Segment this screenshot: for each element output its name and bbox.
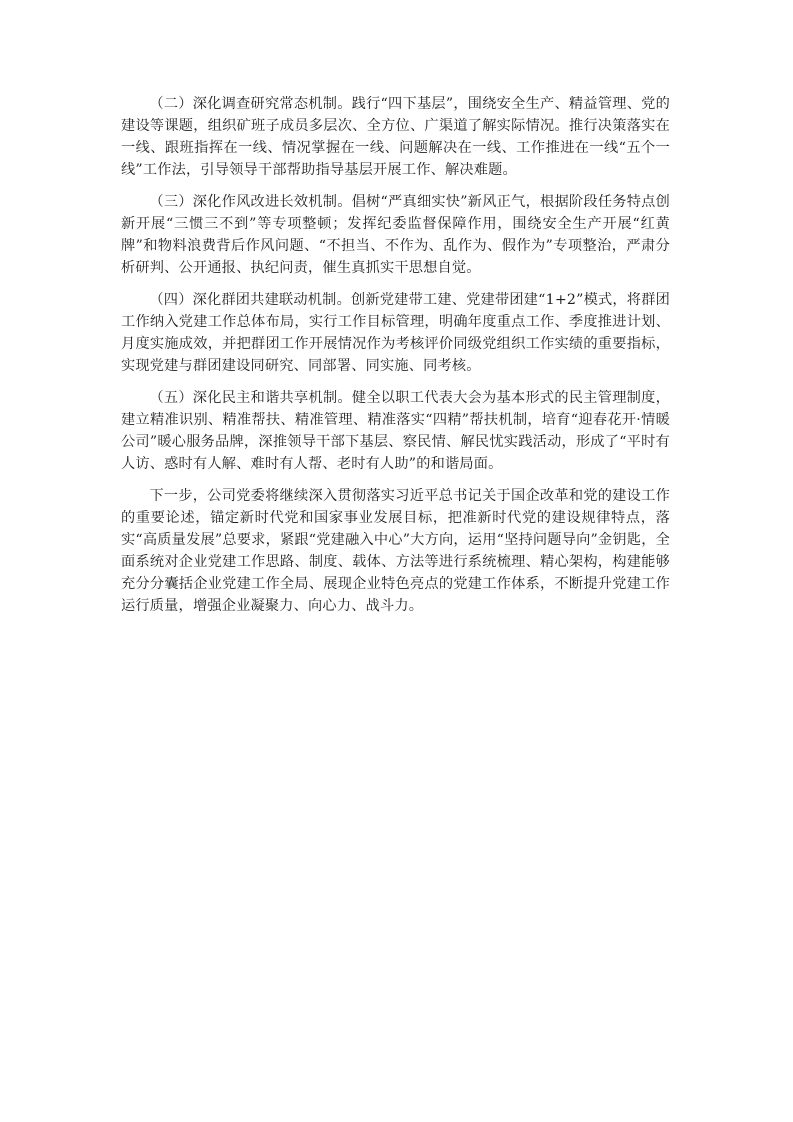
paragraph-mechanism-democracy: （五）深化民主和谐共享机制。健全以职工代表大会为基本形式的民主管理制度，建立精准识别、精准帮扶、精准管理、精准落实“四精”帮扶机制，培育“迎春花开·情暖公司”暖心服务品牌，深推领导干部下基层、察民情、解民忧实践活动，形成了“平时有人访、惑时有人解、难时有人帮、老时有人助”的和谐局面。: [121, 390, 670, 472]
paragraph-mechanism-research: （二）深化调查研究常态机制。践行“四下基层”，围绕安全生产、精益管理、党的建设等课题，组织矿班子成员多层次、全方位、广渠道了解实际情况。推行决策落实在一线、跟班指挥在一线、情况掌握在一线、问题解决在一线、工作推进在一线“五个一线”工作法，引导领导干部帮助指导基层开展工作、解决难题。: [121, 96, 670, 178]
paragraph-mechanism-mass-groups: （四）深化群团共建联动机制。创新党建带工建、党建带团建“1+2”模式，将群团工作纳入党建工作总体布局，实行工作目标管理，明确年度重点工作、季度推进计划、月度实施成效，并把群团工作开展情况作为考核评价同级党组织工作实绩的重要指标，实现党建与群团建设同研究、同部署、同实施、同考核。: [121, 292, 670, 374]
paragraph-mechanism-style: （三）深化作风改进长效机制。倡树“严真细实快”新风正气，根据阶段任务特点创新开展“三惯三不到”等专项整顿；发挥纪委监督保障作用，围绕安全生产开展“红黄牌”和物料浪费背后作风问题、“不担当、不作为、乱作为、假作为”专项整治，严肃分析研判、公开通报、执纪问责，催生真抓实干思想自觉。: [121, 194, 670, 276]
document-body: [121, 93, 670, 627]
paragraph-next-steps: 下一步，公司党委将继续深入贯彻落实习近平总书记关于国企改革和党的建设工作的重要论述，锚定新时代党和国家事业发展目标，把准新时代党的建设规律特点，落实“高质量发展”总要求，紧跟“党建融入中心”大方向，运用“坚持问题导向”金钥匙，全面系统对企业党建工作思路、制度、载体、方法等进行系统梳理、精心架构，构建能够充分分囊括企业党建工作全局、展现企业特色亮点的党建工作体系，不断提升党建工作运行质量，增强企业凝聚力、向心力、战斗力。: [121, 488, 670, 614]
